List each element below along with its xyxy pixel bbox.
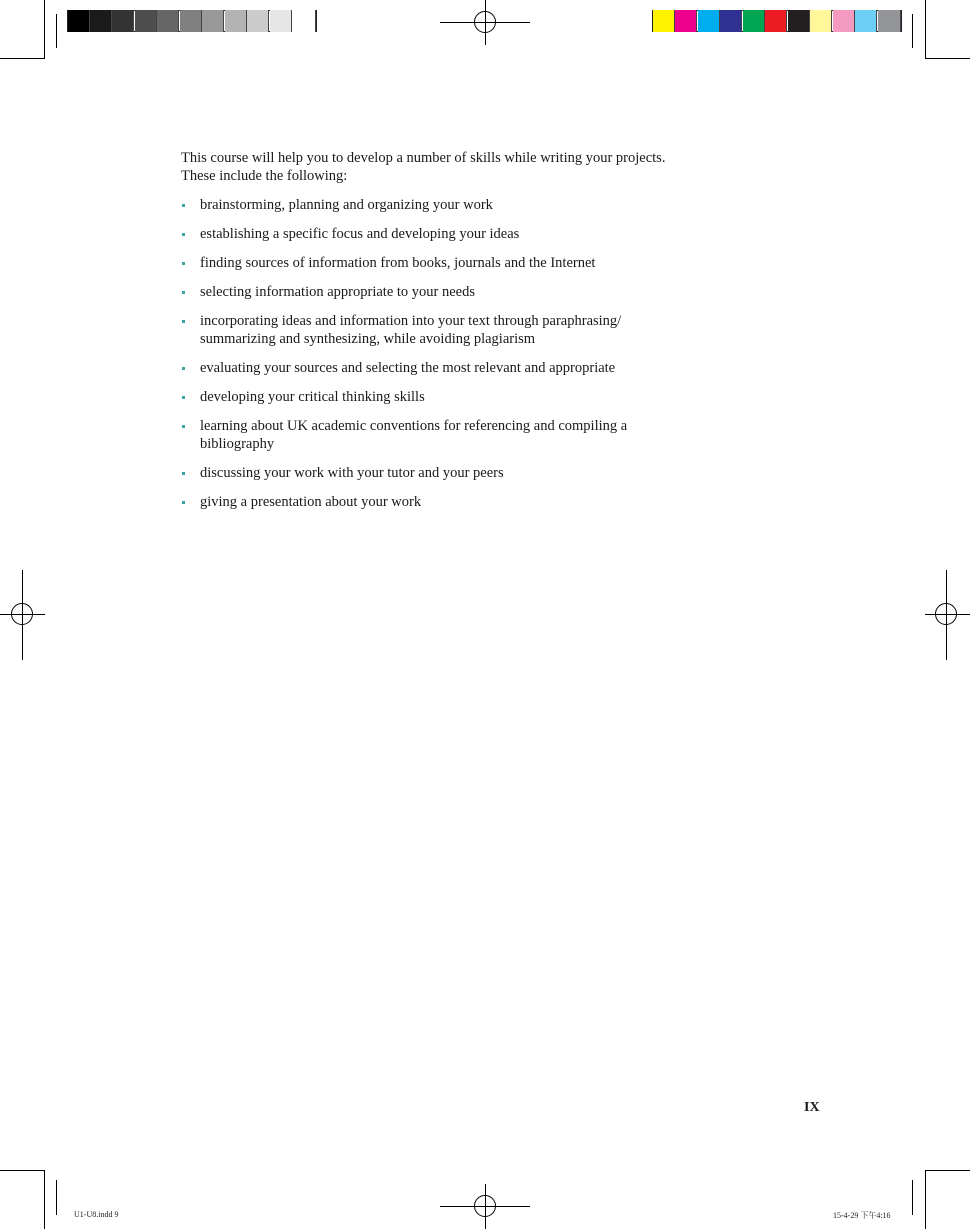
bullet-square-icon [182, 320, 185, 323]
list-item-text: finding sources of information from books, journals and the Internet [200, 255, 596, 271]
intro-line-1: This course will help you to develop a number of skills while writing your projects. [181, 150, 666, 166]
list-item-text: discussing your work with your tutor and your peers [200, 465, 504, 481]
list-item [181, 464, 761, 482]
list-item [181, 493, 761, 511]
list-item-text: brainstorming, planning and organizing your work [200, 197, 493, 213]
page-number: IX [804, 1100, 820, 1115]
list-item-text: developing your critical thinking skills [200, 389, 425, 405]
list-item [181, 225, 761, 243]
list-item [181, 254, 761, 272]
bullet-square-icon [182, 233, 185, 236]
list-item-text: evaluating your sources and selecting the most relevant and appropriate [200, 360, 616, 376]
page-content [181, 149, 761, 522]
intro-paragraph [181, 149, 761, 185]
list-item-text-line-2: bibliography [200, 436, 275, 452]
list-item-text: establishing a specific focus and developing your ideas [200, 226, 520, 242]
bullet-square-icon [182, 204, 185, 207]
list-item [181, 312, 761, 348]
list-item-text-line-1: incorporating ideas and information into your text through paraphrasing/ [200, 313, 622, 329]
list-item [181, 196, 761, 214]
list-item-text: giving a presentation about your work [200, 494, 422, 510]
bullet-square-icon [182, 262, 185, 265]
intro-line-2: These include the following: [181, 168, 348, 184]
list-item-text-line-1: learning about UK academic conventions for referencing and compiling a [200, 418, 628, 434]
skills-list [181, 196, 761, 511]
bullet-square-icon [182, 291, 185, 294]
list-item-text-line-2: summarizing and synthesizing, while avoiding plagiarism [200, 331, 536, 347]
list-item [181, 359, 761, 377]
bullet-square-icon [182, 396, 185, 399]
list-item [181, 417, 761, 453]
bullet-square-icon [182, 425, 185, 428]
slug-timestamp: 15-4-29 下午4:16 [833, 1211, 891, 1220]
list-item-text: selecting information appropriate to your needs [200, 284, 476, 300]
bullet-square-icon [182, 472, 185, 475]
list-item [181, 283, 761, 301]
slug-filename: U1-U8.indd 9 [74, 1210, 119, 1219]
bullet-square-icon [182, 367, 185, 370]
bullet-square-icon [182, 501, 185, 504]
list-item [181, 388, 761, 406]
